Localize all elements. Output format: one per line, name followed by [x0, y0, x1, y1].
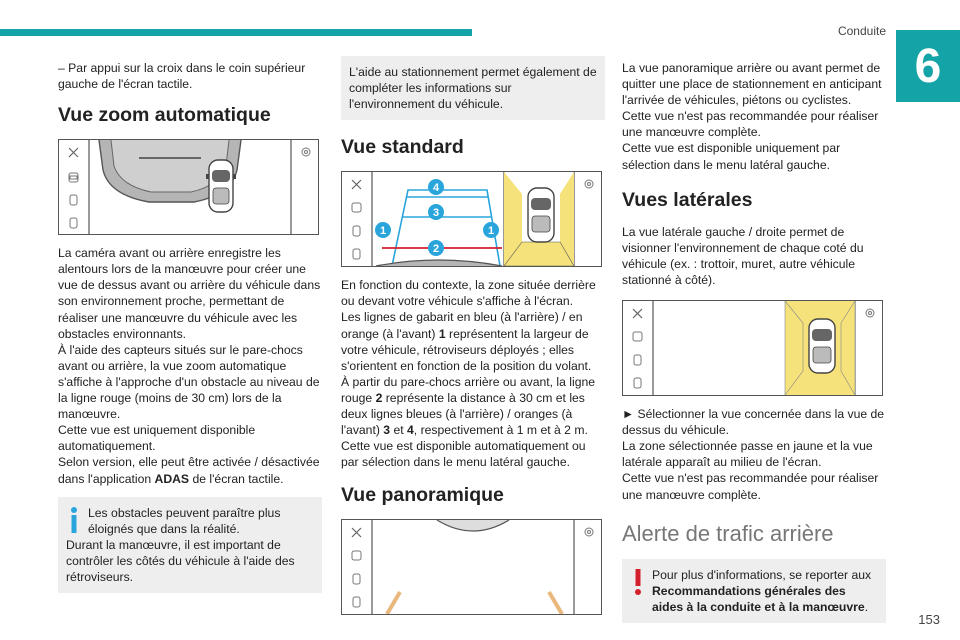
warning-note-text: Pour plus d'informations, se reporter aux Recommandations générales des aides à la conduite et à la manœuvre.	[652, 567, 872, 614]
info-icon	[70, 507, 78, 533]
close-icon	[633, 309, 642, 318]
callout-label-2: 2	[432, 243, 440, 256]
zoom-heading: Vue zoom automatique	[58, 104, 271, 127]
column-2	[341, 56, 605, 625]
lateral-text: La vue latérale gauche / droite permet de visionner l'environnement de chaque coté du véhicule (ex. : trottoir, muret, autre véhicule stationné à côté).	[622, 224, 864, 287]
car-topview	[809, 319, 835, 373]
camera-view-icon	[633, 332, 642, 341]
zoom-view-screen	[58, 139, 319, 235]
lateral-text2-3: Cette vue n'est pas recommandée pour réaliser une manœuvre complète.	[622, 471, 879, 502]
camera-view-icon	[352, 551, 361, 560]
car-front-icon	[353, 226, 360, 236]
zoom-text-1: La caméra avant ou arrière enregistre les alentours lors de la manœuvre pour créer une vue de dessus avant ou arrière du véhicule dans son environnement proche, permettant de réaliser une manœuvre du véhicule avec les obstacles environnants.	[58, 246, 321, 341]
lateral-view-screen	[622, 300, 883, 396]
warning-note	[622, 559, 886, 623]
pano-text-2: Cette vue n'est pas recommandée pour réaliser une manœuvre complète.	[622, 109, 879, 140]
settings-icon	[585, 180, 593, 188]
close-icon	[69, 148, 78, 157]
page-number: 153	[918, 612, 940, 627]
standard-text-c: À partir du pare-chocs arrière ou avant, la ligne rouge 2 représente la distance à 30 cm et les deux lignes bleues (à l'arrière) / oranges (à l'avant) 3 et 4, respectivement à 1 m et à 2 m.	[341, 374, 596, 438]
standard-view-screen	[341, 171, 602, 267]
car-rear-icon	[353, 597, 360, 607]
zoom-text-2: À l'aide des capteurs situés sur le pare-chocs avant ou arrière, la vue zoom automatique s'affiche à l'approche d'un obstacle au niveau de la ligne rouge (moins de 30 cm) lors de la manœuvre.	[58, 342, 320, 422]
car-topview	[206, 160, 236, 212]
zoom-text-4: Selon version, elle peut être activée / désactivée dans l'application ADAS de l'écran tactile.	[58, 455, 320, 486]
close-icon	[352, 180, 361, 189]
standard-text-d: Cette vue est disponible automatiquement ou par sélection dans le menu latéral gauche.	[341, 439, 586, 470]
callout-1-right	[483, 222, 499, 238]
callout-4	[428, 179, 444, 195]
callout-1-left	[375, 222, 391, 238]
car-front-icon	[70, 195, 77, 205]
alert-heading: Alerte de trafic arrière	[622, 520, 834, 546]
callout-label-1-right: 1	[487, 225, 495, 238]
lateral-text2-1: ► Sélectionner la vue concernée dans la vue de dessus du véhicule.	[622, 407, 885, 438]
car-front-icon	[353, 574, 360, 584]
callout-3	[428, 204, 444, 220]
column-3	[622, 56, 886, 623]
callout-2	[428, 240, 444, 256]
zoom-text-3: Cette vue est uniquement disponible automatiquement.	[58, 423, 256, 454]
lateral-text2-2: La zone sélectionnée passe en jaune et la vue latérale apparaît au milieu de l'écran.	[622, 439, 873, 470]
zoom-view-illustration	[59, 140, 318, 234]
pano-heading: Vue panoramique	[341, 484, 504, 507]
close-icon	[352, 528, 361, 537]
pano-view-illustration	[342, 520, 601, 614]
callout-label-1-left: 1	[379, 225, 387, 238]
car-topview	[528, 188, 554, 242]
standard-view-illustration	[342, 172, 601, 266]
info-note-line2: Durant la manœuvre, il est important de contrôler les côtés du véhicule à l'aide des rétroviseurs.	[66, 537, 295, 584]
callout-label-4: 4	[432, 182, 440, 195]
standard-text-a: En fonction du contexte, la zone située derrière ou devant votre véhicule s'affiche à l'écran.	[341, 278, 596, 309]
standard-text-b: Les lignes de gabarit en bleu (à l'arrière) / en orange (à l'avant) 1 représentent la largeur de votre véhicule, rétroviseurs déployés ; elles s'orientent en fonction de la position du volant.	[341, 310, 592, 373]
warning-icon	[634, 569, 642, 595]
pano-text-3: Cette vue est disponible uniquement par sélection dans le menu latéral gauche.	[622, 141, 841, 172]
callout-label-3: 3	[432, 207, 440, 220]
pano-text-1: La vue panoramique arrière ou avant permet de quitter une place de stationnement en anticipant l'arrivée de véhicules, piétons ou cyclistes.	[622, 61, 882, 108]
camera-view-icon	[69, 173, 78, 182]
chapter-tab: 6	[896, 30, 960, 102]
settings-icon	[866, 309, 874, 317]
car-front-icon	[634, 355, 641, 365]
car-rear-icon	[70, 218, 77, 228]
settings-icon	[585, 528, 593, 536]
lateral-view-illustration	[623, 301, 882, 395]
settings-icon	[302, 148, 310, 156]
info-note-line1: Les obstacles peuvent paraître plus éloignés que dans la réalité.	[88, 505, 281, 536]
car-rear-icon	[634, 378, 641, 388]
parking-note	[341, 56, 605, 120]
top-accent-bar	[0, 29, 472, 36]
intro-text: – Par appui sur la croix dans le coin supérieur gauche de l'écran tactile.	[58, 61, 306, 92]
info-note	[58, 497, 322, 593]
car-rear-icon	[353, 249, 360, 259]
column-1	[58, 56, 322, 593]
pano-view-screen	[341, 519, 602, 615]
camera-view-icon	[352, 203, 361, 212]
parking-note-text: L'aide au stationnement permet également de compléter les informations sur l'environnement du véhicule.	[349, 65, 597, 112]
lateral-heading: Vues latérales	[622, 188, 753, 211]
section-title: Conduite	[837, 24, 886, 38]
standard-heading: Vue standard	[341, 136, 464, 159]
